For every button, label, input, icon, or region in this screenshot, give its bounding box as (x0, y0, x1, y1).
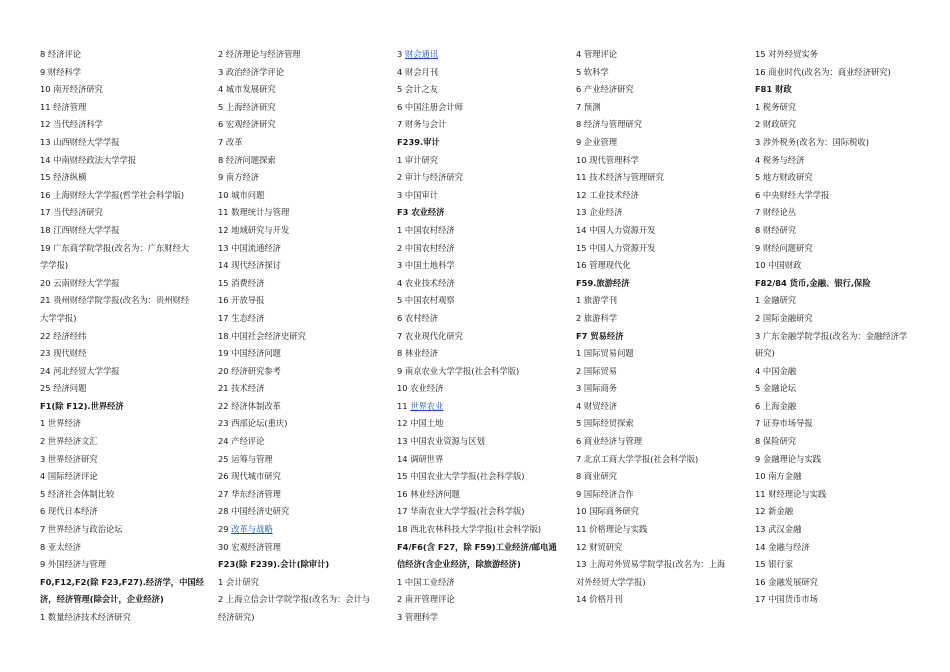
journal-entry: 21 技术经济 (218, 383, 265, 394)
category-heading: F3 农业经济 (397, 207, 445, 218)
journal-entry: 19 中国经济问题 (218, 348, 281, 359)
category-heading: F82/84 货币,金融、银行,保险 (755, 277, 871, 288)
journal-entry: 1 审计研究 (397, 154, 439, 165)
journal-entry: 7 财务与会计 (397, 119, 447, 130)
journal-entry: 9 企业管理 (576, 136, 618, 147)
journal-entry: 11 财经理论与实践 (755, 488, 827, 499)
journal-entry (218, 521, 390, 539)
journal-entry: 16 林业经济问题 (397, 488, 460, 499)
journal-entry: 25 经济问题 (40, 383, 87, 394)
journal-entry: 经济研究) (218, 612, 255, 622)
journal-entry: 15 中国人力资源开发 (576, 242, 656, 253)
journal-entry: 14 中国人力资源开发 (576, 224, 656, 235)
journal-entry: 11 数理统计与管理 (218, 207, 290, 218)
journal-entry: 1 世界经济 (40, 418, 82, 429)
journal-entry: 6 现代日本经济 (40, 506, 98, 517)
journal-entry: 9 财经问题研究 (755, 242, 813, 253)
journal-entry: 3 广东金融学院学报(改名为：金融经济学 (755, 330, 908, 341)
journal-entry: 17 当代经济研究 (40, 207, 103, 218)
journal-entry: 15 银行家 (755, 559, 794, 570)
journal-entry: 16 管理现代化 (576, 260, 631, 271)
journal-entry: 6 宏观经济研究 (218, 119, 276, 130)
journal-entry: 9 国际经济合作 (576, 488, 634, 499)
journal-entry: 30 宏观经济管理 (218, 541, 281, 552)
journal-entry: 3 国际商务 (576, 383, 618, 394)
journal-entry: 26 现代城市研究 (218, 471, 281, 482)
journal-entry: 13 企业经济 (576, 207, 623, 218)
journal-entry: 1 会计研究 (218, 576, 260, 587)
journal-entry: 12 工业技术经济 (576, 189, 639, 200)
journal-entry: 11 技术经济与管理研究 (576, 172, 664, 183)
category-heading: F1(除 F12).世界经济 (40, 400, 124, 411)
journal-entry: 28 中国经济史研究 (218, 506, 290, 517)
journal-entry: 25 运筹与管理 (218, 453, 273, 464)
journal-entry: 11 价格理论与实践 (576, 524, 648, 535)
journal-entry: 6 上海金融 (755, 400, 797, 411)
journal-entry: 12 新金融 (755, 506, 794, 517)
journal-entry: 17 华南农业大学学报(社会科学版) (397, 506, 525, 517)
journal-column-5 (755, 46, 927, 609)
journal-entry: 14 现代经济探讨 (218, 260, 281, 271)
journal-entry: 3 涉外税务(改名为：国际税收) (755, 136, 869, 147)
journal-link[interactable]: 财会通讯 (404, 49, 439, 59)
entry-number: 11 (397, 400, 411, 411)
journal-entry: 1 旅游学刊 (576, 295, 618, 306)
journal-entry: 8 亚太经济 (40, 541, 82, 552)
journal-entry: 16 金融发展研究 (755, 576, 818, 587)
journal-entry: 4 税务与经济 (755, 154, 805, 165)
journal-entry: 16 上海财经大学学报(哲学社会科学版) (40, 189, 185, 200)
journal-entry: 5 国际经贸探索 (576, 418, 634, 429)
journal-entry: 12 地域研究与开发 (218, 224, 290, 235)
journal-entry: 1 税务研究 (755, 101, 797, 112)
journal-entry: 1 中国农村经济 (397, 224, 455, 235)
journal-entry: 5 经济社会体制比较 (40, 488, 115, 499)
journal-link[interactable]: 世界农业 (410, 400, 444, 411)
journal-entry: 1 中国工业经济 (397, 576, 455, 587)
journal-entry: 5 金融论坛 (755, 383, 797, 394)
journal-entry: 12 财贸研究 (576, 541, 623, 552)
journal-entry: 15 中国农业大学学报(社会科学版) (397, 471, 525, 482)
journal-entry: 4 管理评论 (576, 49, 618, 59)
journal-entry: 22 经济经纬 (40, 330, 87, 341)
journal-entry: 9 金融理论与实践 (755, 453, 821, 464)
journal-entry: 19 广东商学院学报(改名为：广东财经大 (40, 242, 190, 253)
journal-entry: 1 国际贸易问题 (576, 348, 634, 359)
journal-entry: 4 国际经济评论 (40, 471, 98, 482)
journal-entry: 7 改革 (218, 136, 243, 147)
journal-entry: 13 上海对外贸易学院学报(改名为：上海 (576, 559, 726, 570)
journal-entry: 15 经济纵横 (40, 172, 87, 183)
journal-entry: 2 旅游科学 (576, 312, 618, 323)
journal-entry: 1 金融研究 (755, 295, 797, 306)
journal-column-1 (40, 46, 212, 627)
journal-entry: 8 商业研究 (576, 471, 618, 482)
journal-entry: 9 外国经济与管理 (40, 559, 106, 570)
journal-entry: 10 城市问题 (218, 189, 265, 200)
journal-entry: 2 南开管理评论 (397, 594, 455, 605)
journal-entry: 6 中央财经大学学报 (755, 189, 830, 200)
journal-entry: 5 上海经济研究 (218, 101, 276, 112)
journal-column-2 (218, 46, 390, 627)
category-heading: F81 财政 (755, 84, 792, 95)
journal-entry: 7 世界经济与政治论坛 (40, 524, 123, 535)
journal-entry: 16 商业时代(改名为：商业经济研究) (755, 66, 891, 77)
journal-entry: 2 财政研究 (755, 119, 797, 130)
journal-link[interactable]: 改革与战略 (231, 524, 273, 535)
journal-entry: 4 农业技术经济 (397, 277, 455, 288)
category-heading: 信经济(含企业经济，除旅游经济) (397, 559, 521, 570)
journal-entry: 18 中国社会经济史研究 (218, 330, 306, 341)
journal-entry: 7 证券市场导报 (755, 418, 813, 429)
journal-entry: 16 开放导报 (218, 295, 265, 306)
journal-entry: 7 北京工商大学学报(社会科学版) (576, 453, 699, 464)
journal-entry: 2 审计与经济研究 (397, 172, 463, 183)
journal-entry: 8 经济评论 (40, 49, 82, 59)
journal-entry: 10 中国财政 (755, 260, 802, 271)
journal-entry: 6 中国注册会计师 (397, 101, 463, 112)
journal-column-4 (576, 46, 748, 609)
category-heading: F7 贸易经济 (576, 330, 624, 341)
category-heading: F0,F12,F2(除 F23,F27).经济学，中国经 (40, 576, 204, 587)
journal-entry: 3 中国土地科学 (397, 260, 455, 271)
journal-entry: 7 农业现代化研究 (397, 330, 463, 341)
category-heading: F23(除 F239).会计(除审计) (218, 559, 330, 570)
journal-entry: 20 云南财经大学学报 (40, 277, 120, 288)
journal-entry: 5 中国农村观察 (397, 295, 455, 306)
journal-entry: 18 江西财经大学学报 (40, 224, 120, 235)
journal-entry: 2 国际贸易 (576, 365, 618, 376)
category-heading: F239.审计 (397, 136, 440, 147)
journal-entry: 10 现代管理科学 (576, 154, 639, 165)
journal-entry: 大学学报) (40, 312, 77, 323)
journal-entry: 9 南京农业大学学报(社会科学版) (397, 365, 520, 376)
journal-entry: 6 商业经济与管理 (576, 436, 642, 447)
journal-entry: 3 中国审计 (397, 189, 439, 200)
journal-entry: 4 财贸经济 (576, 400, 618, 411)
entry-number: 3 (397, 49, 405, 59)
journal-entry: 2 经济理论与经济管理 (218, 49, 301, 59)
journal-entry: 7 预测 (576, 101, 601, 112)
journal-entry: 5 会计之友 (397, 84, 439, 95)
journal-entry: 14 价格月刊 (576, 594, 623, 605)
journal-entry: 15 消费经济 (218, 277, 265, 288)
journal-entry: 4 财会月刊 (397, 66, 439, 77)
journal-entry: 21 贵州财经学院学报(改名为：贵州财经 (40, 295, 190, 306)
journal-entry: 12 当代经济科学 (40, 119, 103, 130)
journal-entry: 10 农业经济 (397, 383, 444, 394)
journal-entry: 13 中国流通经济 (218, 242, 281, 253)
journal-entry: 8 经济问题探索 (218, 154, 276, 165)
journal-entry: 学学报) (40, 260, 69, 271)
journal-entry: 14 金融与经济 (755, 541, 810, 552)
journal-entry: 8 经济与管理研究 (576, 119, 642, 130)
journal-entry: 10 国际商务研究 (576, 506, 639, 517)
journal-entry: 17 中国货币市场 (755, 594, 818, 605)
journal-entry: 4 中国金融 (755, 365, 797, 376)
journal-entry: 5 地方财政研究 (755, 172, 813, 183)
journal-entry: 6 农村经济 (397, 312, 439, 323)
journal-entry: 11 经济管理 (40, 101, 87, 112)
journal-entry: 3 世界经济研究 (40, 453, 98, 464)
journal-entry: 22 经济体制改革 (218, 400, 281, 411)
category-heading: F4/F6(含 F27，除 F59)工业经济/邮电通 (397, 541, 557, 552)
journal-entry: 24 产经评论 (218, 436, 265, 447)
journal-entry: 20 经济研究参考 (218, 365, 281, 376)
journal-entry: 2 世界经济文汇 (40, 436, 98, 447)
journal-entry: 23 西部论坛(重庆) (218, 418, 288, 429)
category-heading: F59.旅游经济 (576, 277, 630, 288)
journal-entry: 3 政治经济学评论 (218, 66, 284, 77)
journal-entry: 2 国际金融研究 (755, 312, 813, 323)
journal-entry: 15 对外经贸实务 (755, 49, 818, 59)
journal-entry: 23 现代财经 (40, 348, 87, 359)
category-heading: 济，经济管理(除会计，企业经济) (40, 594, 164, 605)
journal-entry: 27 华东经济管理 (218, 488, 281, 499)
journal-entry: 12 中国土地 (397, 418, 444, 429)
journal-entry: 13 山西财经大学学报 (40, 136, 120, 147)
journal-entry (397, 398, 569, 416)
journal-entry: 8 财经研究 (755, 224, 797, 235)
journal-entry: 对外经贸大学学报) (576, 576, 646, 587)
journal-entry: 18 西北农林科技大学学报(社会科学版) (397, 524, 542, 535)
journal-entry: 2 中国农村经济 (397, 242, 455, 253)
journal-entry: 10 南方金融 (755, 471, 802, 482)
journal-entry: 2 上海立信会计学院学报(改名为：会计与 (218, 594, 371, 605)
journal-column-3 (397, 46, 569, 627)
journal-entry: 8 林业经济 (397, 348, 439, 359)
journal-entry: 4 城市发展研究 (218, 84, 276, 95)
journal-entry (397, 46, 569, 64)
journal-entry: 14 中南财经政法大学学报 (40, 154, 137, 165)
journal-entry: 5 软科学 (576, 66, 609, 77)
journal-entry: 1 数量经济技术经济研究 (40, 612, 131, 622)
journal-entry: 17 生态经济 (218, 312, 265, 323)
journal-entry: 3 管理科学 (397, 612, 439, 622)
journal-entry: 13 中国农业资源与区划 (397, 436, 485, 447)
journal-entry: 7 财经论丛 (755, 207, 797, 218)
journal-entry: 10 南开经济研究 (40, 84, 103, 95)
journal-entry: 13 武汉金融 (755, 524, 802, 535)
journal-entry: 研究) (755, 348, 775, 359)
journal-entry: 9 南方经济 (218, 172, 260, 183)
journal-entry: 6 产业经济研究 (576, 84, 634, 95)
journal-entry: 9 财经科学 (40, 66, 82, 77)
journal-entry: 8 保险研究 (755, 436, 797, 447)
journal-entry: 24 河北经贸大学学报 (40, 365, 120, 376)
entry-number: 29 (218, 524, 232, 535)
journal-entry: 14 调研世界 (397, 453, 444, 464)
